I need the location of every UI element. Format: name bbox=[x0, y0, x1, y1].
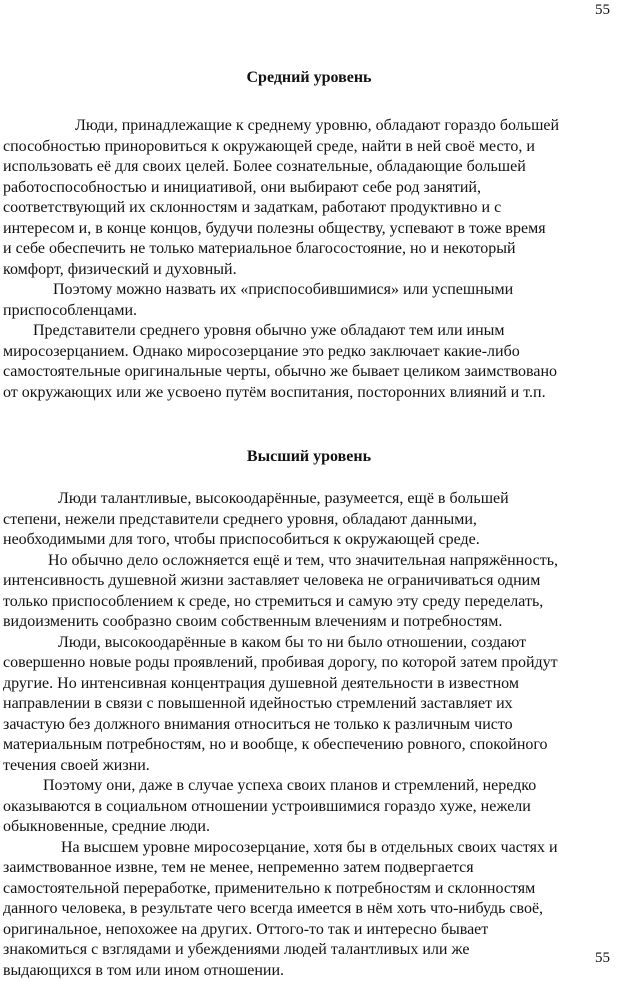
text-line: Люди талантливые, высокоодарённые, разумеется, ещё в большей bbox=[3, 489, 615, 510]
text-line: Но обычно дело осложняется ещё и тем, что значительная напряжённость, bbox=[3, 551, 615, 572]
text-line: интересом и, в конце концов, будучи полезны обществу, успевают в тоже время bbox=[3, 219, 615, 240]
text-line: степени, нежели представители среднего уровня, обладают данными, bbox=[3, 510, 615, 531]
text-line: только приспособлением к среде, но стремиться и самую эту среду переделать, bbox=[3, 592, 615, 613]
text-line: Поэтому они, даже в случае успеха своих планов и стремлений, нередко bbox=[3, 776, 615, 797]
section-high-level bbox=[3, 489, 615, 981]
paragraph bbox=[3, 838, 615, 981]
paragraph bbox=[3, 116, 615, 280]
paragraph bbox=[3, 551, 615, 633]
paragraph bbox=[3, 321, 615, 403]
page-number-bottom: 55 bbox=[595, 950, 610, 967]
text-line: использовать её для своих целей. Более сознательные, обладающие большей bbox=[3, 157, 615, 178]
paragraph bbox=[3, 280, 615, 321]
paragraph bbox=[3, 633, 615, 777]
paragraph bbox=[3, 489, 615, 551]
text-line: знакомиться с взглядами и убеждениями людей талантливых или же bbox=[3, 940, 615, 961]
text-line: зачастую без должного внимания относиться не только к различным чисто bbox=[3, 715, 615, 736]
paragraph bbox=[3, 776, 615, 838]
text-line: течения своей жизни. bbox=[3, 756, 615, 777]
text-line: способностью приноровиться к окружающей среде, найти в ней своё место, и bbox=[3, 137, 615, 158]
text-line: работоспособностью и инициативой, они выбирают себе род занятий, bbox=[3, 178, 615, 199]
section-heading-middle-level: Средний уровень bbox=[3, 68, 615, 88]
text-line: соответствующий их склонностям и задаткам, работают продуктивно и с bbox=[3, 198, 615, 219]
text-line: интенсивность душевной жизни заставляет человека не ограничиваться одним bbox=[3, 571, 615, 592]
text-line: Представители среднего уровня обычно уже обладают тем или иным bbox=[3, 321, 615, 342]
section-middle-level bbox=[3, 116, 615, 403]
text-line: направлении в связи с повышенной идейностью стремлений заставляет их bbox=[3, 694, 615, 715]
text-line: На высшем уровне миросозерцание, хотя бы в отдельных своих частях и bbox=[3, 838, 615, 859]
text-line: самостоятельные оригинальные черты, обычно же бывает целиком заимствовано bbox=[3, 362, 615, 383]
text-line: выдающихся в том или ином отношении. bbox=[3, 961, 615, 981]
text-line: материальным потребностям, но и вообще, к обеспечению ровного, спокойного bbox=[3, 735, 615, 756]
text-line: миросозерцанием. Однако миросозерцание это редко заключает какие-либо bbox=[3, 342, 615, 363]
text-line: обыкновенные, средние люди. bbox=[3, 817, 615, 838]
text-line: комфорт, физический и духовный. bbox=[3, 260, 615, 281]
text-line: необходимыми для того, чтобы приспособиться к окружающей среде. bbox=[3, 530, 615, 551]
text-line: видоизменить сообразно своим собственным влечениям и потребностям. bbox=[3, 612, 615, 633]
text-line: данного человека, в результате чего всегда имеется в нём хоть что-нибудь своё, bbox=[3, 899, 615, 920]
text-line: оказываются в социальном отношении устроившимися гораздо хуже, нежели bbox=[3, 797, 615, 818]
text-line: Поэтому можно назвать их «приспособившимися» или успешными bbox=[3, 280, 615, 301]
text-line: от окружающих или же усвоено путём воспитания, посторонних влияний и т.п. bbox=[3, 383, 615, 404]
text-line: приспособленцами. bbox=[3, 301, 615, 322]
document-body bbox=[3, 40, 615, 981]
text-line: другие. Но интенсивная концентрация душевной деятельности в известном bbox=[3, 674, 615, 695]
text-line: Люди, высокоодарённые в каком бы то ни было отношении, создают bbox=[3, 633, 615, 654]
text-line: Люди, принадлежащие к среднему уровню, обладают гораздо большей bbox=[3, 116, 615, 137]
section-heading-high-level: Высший уровень bbox=[3, 447, 615, 467]
text-line: совершенно новые роды проявлений, пробивая дорогу, по которой затем пройдут bbox=[3, 653, 615, 674]
text-line: оригинальное, непохожее на других. Оттого-то так и интересно бывает bbox=[3, 920, 615, 941]
text-line: самостоятельной переработке, применительно к потребностям и склонностям bbox=[3, 879, 615, 900]
text-line: и себе обеспечить не только материальное благосостояние, но и некоторый bbox=[3, 239, 615, 260]
text-line: заимствованное извне, тем не менее, непременно затем подвергается bbox=[3, 858, 615, 879]
page-number-top: 55 bbox=[595, 2, 610, 19]
